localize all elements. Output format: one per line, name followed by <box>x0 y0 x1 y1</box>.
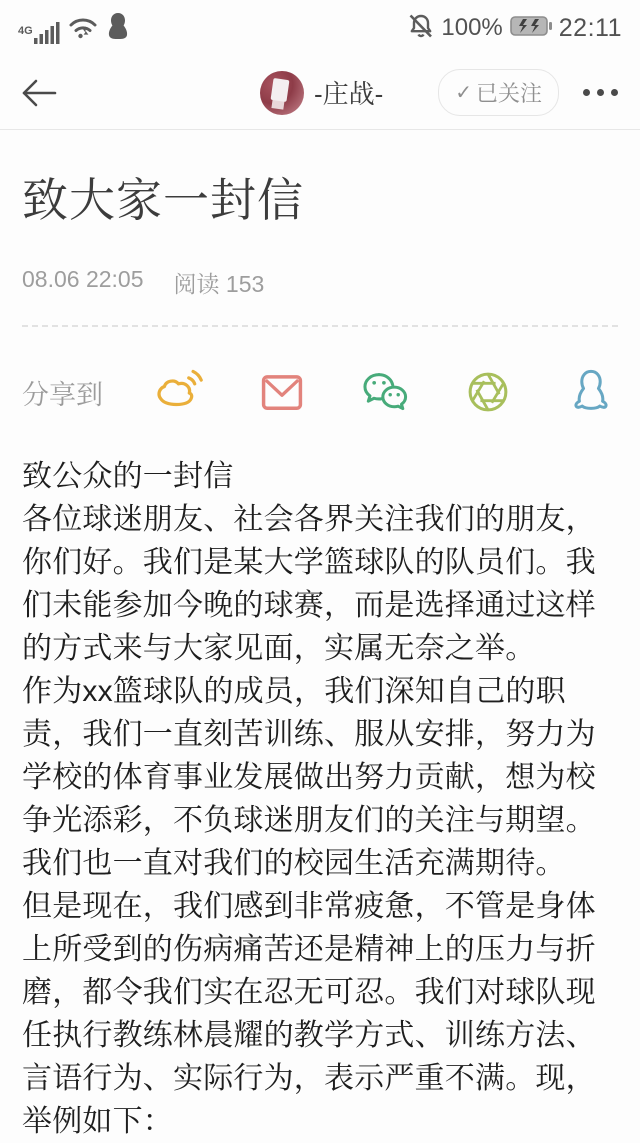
battery-charging-icon <box>510 15 552 42</box>
share-qq-icon[interactable] <box>564 365 618 419</box>
qq-penguin-status-icon <box>106 12 130 45</box>
follow-button-label: 已关注 <box>475 81 542 106</box>
more-options-button[interactable] <box>581 83 620 102</box>
body-line: 但是现在，我们感到非常疲惫，不管是身体 <box>22 890 596 923</box>
share-to-label: 分享到 <box>22 379 103 410</box>
share-mail-icon[interactable] <box>255 365 309 419</box>
status-left-group <box>18 12 130 45</box>
share-wechat-icon[interactable] <box>358 365 412 419</box>
body-line: 们未能参加今晚的球赛，而是选择通过这样 <box>22 589 596 622</box>
body-line: 磨，都令我们实在忍无可忍。我们对球队现 <box>22 976 596 1009</box>
body-line: 各位球迷朋友、社会各界关注我们的朋友， <box>22 503 596 536</box>
wifi-icon <box>68 16 98 45</box>
share-weibo-icon[interactable] <box>152 365 206 419</box>
body-line: 你们好。我们是某大学篮球队的队员们。我 <box>22 546 596 579</box>
username-label[interactable]: -庄战- <box>314 79 384 109</box>
share-row <box>22 349 618 435</box>
back-button[interactable] <box>20 71 64 115</box>
dot-icon <box>611 89 618 96</box>
body-line: 责，我们一直刻苦训练、服从安排，努力为 <box>22 718 596 751</box>
page-title: 致大家一封信 <box>22 174 304 226</box>
header-bar <box>0 56 640 130</box>
article-body <box>22 455 618 1143</box>
status-bar <box>0 0 640 56</box>
avatar[interactable] <box>260 71 304 115</box>
mute-icon <box>408 13 434 44</box>
battery-percent-label: 100% <box>441 14 503 41</box>
publish-date-label: 08.06 22:05 <box>22 266 144 292</box>
body-line: 的方式来与大家见面，实属无奈之举。 <box>22 632 536 665</box>
clock-label: 22:11 <box>558 13 622 42</box>
dashed-divider <box>22 325 618 327</box>
article-container <box>0 164 640 1143</box>
body-line: 作为xx篮球队的成员，我们深知自己的职 <box>22 675 566 708</box>
follow-button[interactable] <box>438 69 559 116</box>
body-line: 言语行为、实际行为，表示严重不满。现， <box>22 1062 596 1095</box>
check-icon: ✓ <box>455 82 472 104</box>
body-line: 学校的体育事业发展做出努力贡献，想为校 <box>22 761 596 794</box>
network-type-label: 4G <box>18 24 33 37</box>
dot-icon <box>583 89 590 96</box>
dot-icon <box>597 89 604 96</box>
read-count-label: 阅读 153 <box>173 271 265 297</box>
body-line: 任执行教练林晨耀的教学方式、训练方法、 <box>22 1019 596 1052</box>
body-line: 争光添彩，不负球迷朋友们的关注与期望。 <box>22 804 596 837</box>
share-moments-icon[interactable] <box>461 365 515 419</box>
status-right-group <box>408 13 622 44</box>
body-line: 致公众的一封信 <box>22 460 234 493</box>
author-group[interactable] <box>260 71 383 115</box>
body-line: 上所受到的伤病痛苦还是精神上的压力与折 <box>22 933 596 966</box>
article-meta <box>22 266 618 299</box>
body-line: 举例如下： <box>22 1105 173 1138</box>
body-line: 我们也一直对我们的校园生活充满期待。 <box>22 847 566 880</box>
signal-icon <box>18 21 60 45</box>
